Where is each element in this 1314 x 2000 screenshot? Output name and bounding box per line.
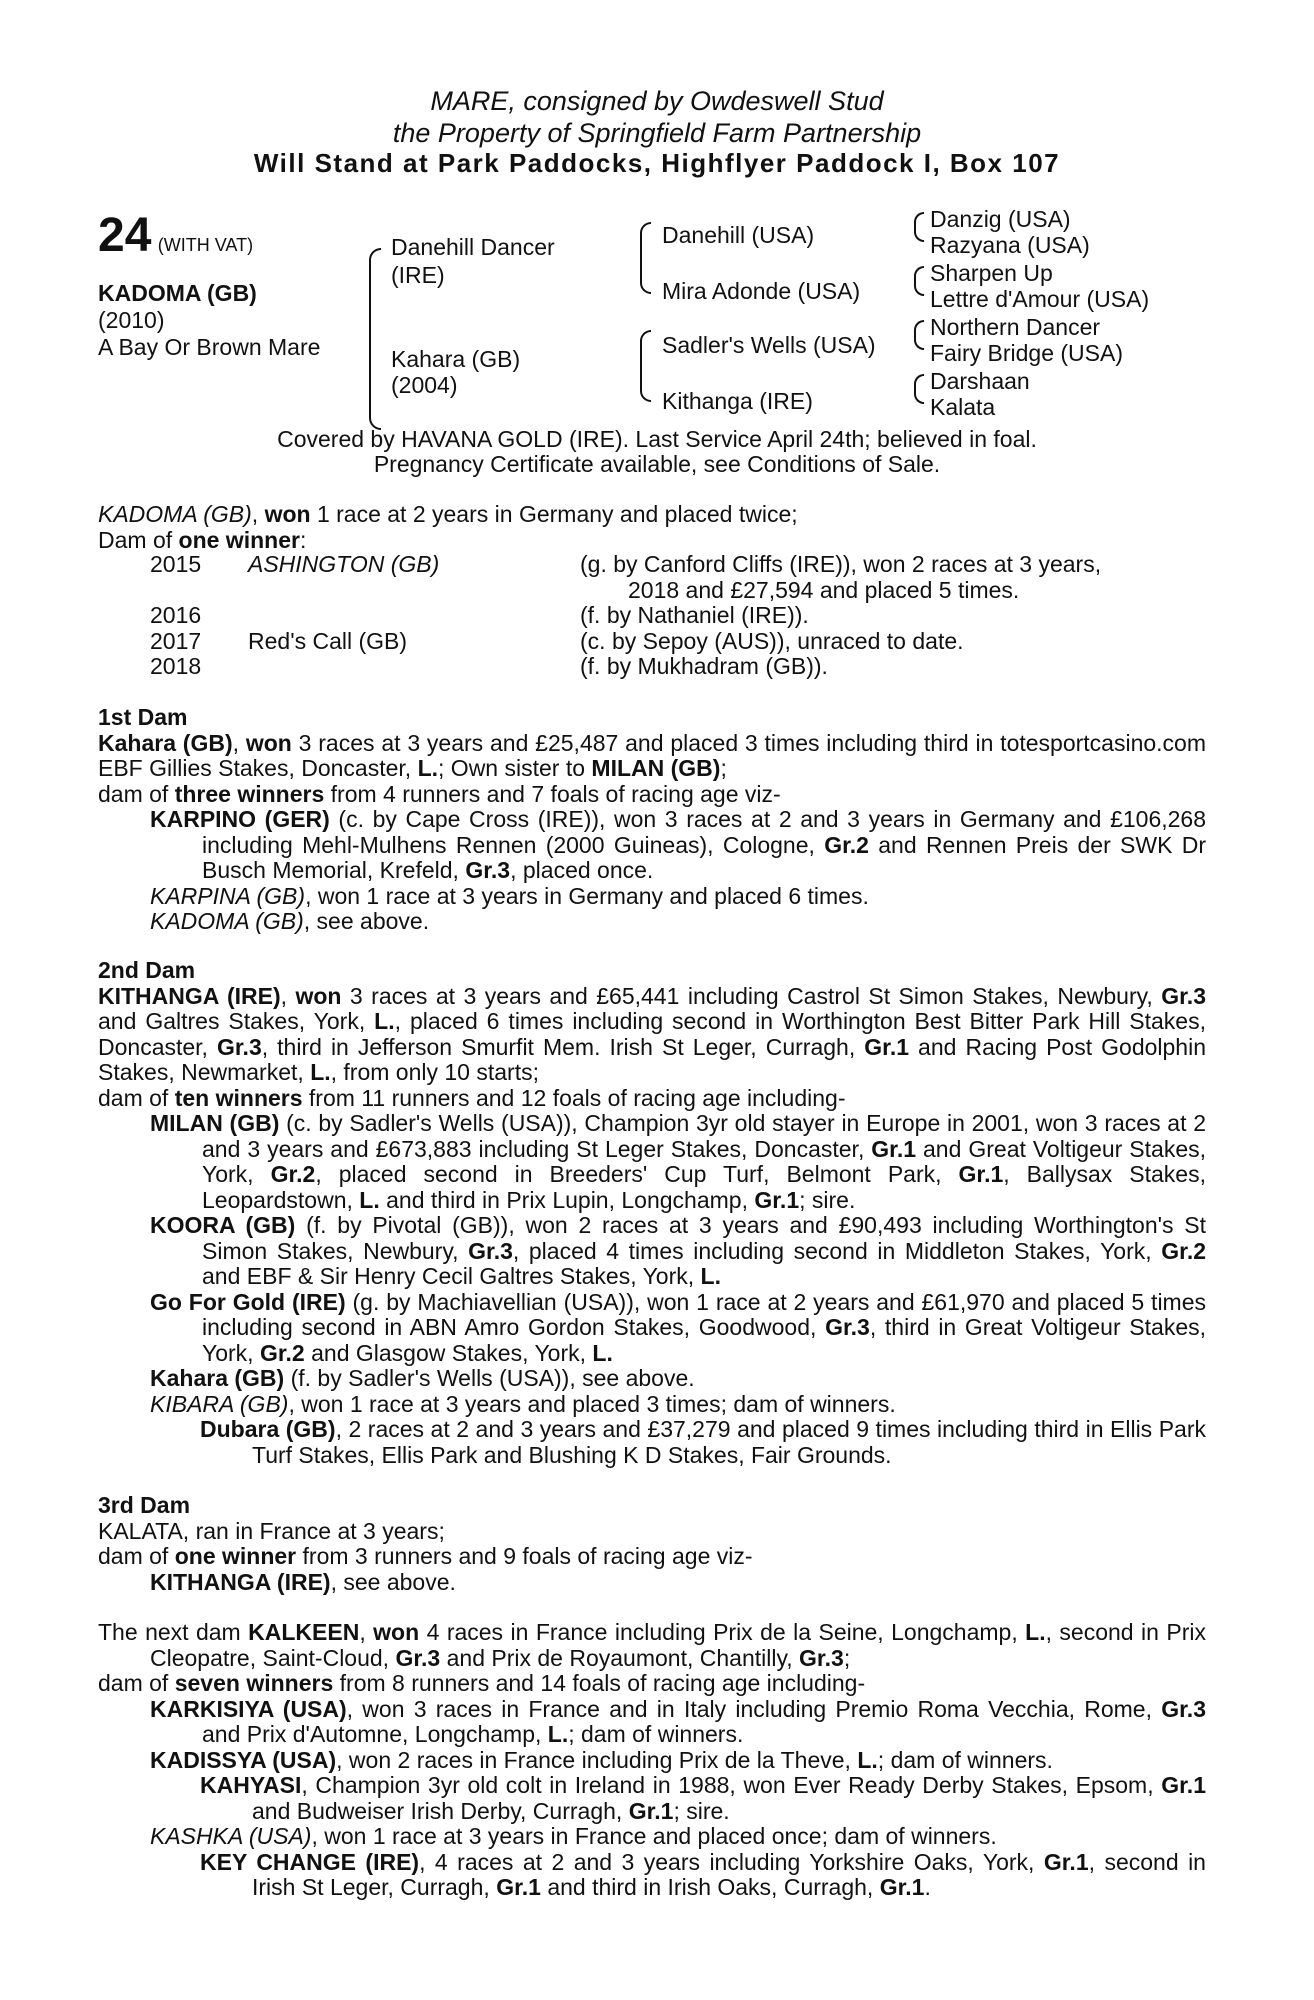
text: ; sire. [799, 1186, 856, 1213]
text: Gr.2 [824, 831, 869, 858]
produce-details: 2018 and £27,594 and placed 5 times. [628, 576, 1020, 603]
pedigree-bracket [914, 388, 924, 404]
next-dam-section [98, 1620, 1206, 1901]
text: Gr.2 [270, 1161, 316, 1187]
text: : [299, 526, 307, 553]
produce-name: ASHINGTON (GB) [248, 551, 440, 577]
text: seven winners [174, 1670, 334, 1696]
text: , third in Jefferson Smurfit Mem. Irish St Leger, Curragh, [261, 1033, 865, 1060]
text: and third in Prix Lupin, Longchamp, [379, 1186, 755, 1213]
text: , 2 races at 2 and 3 years and £37,279 and placed 9 times including third in Ellis Park Turf Stakes, Ellis Park and Blushing K D Stakes, Fair Grounds. [252, 1416, 1206, 1468]
text: MILAN (GB) [591, 755, 721, 781]
text: ; [720, 755, 727, 781]
pedigree-dam: Kahara (GB) [391, 346, 521, 372]
pedigree-dam-year: (2004) [391, 372, 458, 398]
lot-number-row [98, 208, 253, 263]
text: KADISSYA (USA) [150, 1746, 337, 1773]
produce-year: 2018 [150, 653, 202, 679]
text: Gr.1 [496, 1874, 541, 1900]
text: KASHKA (USA) [150, 1823, 312, 1849]
text: , won 2 races in France including Prix de la Theve, [336, 1746, 858, 1773]
text: and Great Voltigeur Stakes, York, [202, 1135, 1207, 1187]
text: won [295, 982, 342, 1009]
third-dam-section [98, 1493, 1206, 1595]
text: and Rennen Preis der SWK Dr Busch Memorial, Krefeld, [202, 831, 1206, 883]
text: and Budweiser Irish Derby, Curragh, [252, 1797, 629, 1824]
text: Gr.2 [1161, 1237, 1207, 1264]
produce-details: (f. by Nathaniel (IRE)). [580, 602, 809, 628]
text: L. [547, 1721, 569, 1747]
text: , won 1 race at 3 years and placed 3 times; dam of winners. [288, 1390, 896, 1417]
text: Gr.3 [825, 1314, 870, 1340]
text: Gr.1 [754, 1186, 800, 1213]
text: L. [700, 1263, 721, 1289]
text: , placed once. [510, 857, 654, 883]
pedigree-sss: Danzig (USA) [930, 206, 1071, 232]
text: The next dam [98, 1619, 249, 1645]
pedigree-dss: Northern Dancer [930, 314, 1101, 340]
text: Gr.3 [468, 1237, 513, 1264]
text: KARPINA (GB) [150, 882, 306, 909]
pregnancy-line: Pregnancy Certificate available, see Conditions of Sale. [373, 451, 941, 477]
stand-location-line: Will Stand at Park Paddocks, Highflyer Paddock I, Box 107 [253, 148, 1061, 178]
text: Gr.3 [1161, 982, 1206, 1009]
pedigree-bracket [369, 248, 381, 344]
pedigree-bracket [640, 362, 651, 402]
vat-label: (WITH VAT) [157, 235, 254, 255]
text: and Galtres Stakes, York, [98, 1008, 375, 1034]
text: KARPINO (GER) [150, 806, 330, 832]
pedigree-ssd: Razyana (USA) [930, 232, 1090, 258]
text: from 8 runners and 14 foals of racing age including- [333, 1670, 866, 1696]
pedigree-bracket [369, 342, 381, 430]
text: and Racing Post Godolphin Stakes, Newmarket, [98, 1033, 1206, 1085]
text: , see above. [303, 908, 430, 934]
text: Gr.1 [864, 1033, 910, 1060]
pedigree-sire-country: (IRE) [391, 262, 445, 288]
text: , Ballysax Stakes, Leopardstown, [202, 1161, 1206, 1213]
text: dam of [98, 780, 175, 807]
pedigree-bracket [914, 226, 924, 242]
produce-row [98, 629, 1208, 655]
text: dam of [98, 1084, 175, 1111]
text: , 4 races at 2 and 3 years including Yorkshire Oaks, York, [419, 1848, 1044, 1875]
horse-name: KADOMA (GB) [98, 280, 257, 306]
won-label: won [264, 501, 311, 527]
text: , see above. [330, 1568, 456, 1595]
produce-year: 2016 [150, 602, 202, 628]
text: ten winners [174, 1084, 303, 1111]
text: , from only 10 starts; [330, 1059, 539, 1085]
text: ; [843, 1644, 851, 1671]
text: ; sire. [673, 1797, 730, 1824]
produce-details: (g. by Canford Cliffs (IRE)), won 2 races at 3 years, [580, 551, 1102, 577]
pedigree-dam-sire: Sadler's Wells (USA) [662, 332, 876, 358]
text: KITHANGA (IRE) [98, 982, 281, 1009]
pedigree-sire-sire: Danehill (USA) [662, 222, 815, 248]
text: , placed 4 times including second in Middleton Stakes, York, [512, 1237, 1162, 1264]
text: and Prix d'Automne, Longchamp, [202, 1721, 548, 1747]
text: 3 races at 3 years and £25,487 and placed 3 times including third in totesportcasino.com EBF Gillies Stakes, Doncaster, [98, 729, 1206, 781]
pedigree-sire-dam: Mira Adonde (USA) [662, 278, 861, 304]
text: Gr.1 [1043, 1848, 1089, 1875]
text: (c. by Sadler's Wells (USA)), Champion 3yr old stayer in Europe in 2001, won 3 races at 2 and 3 years and £673,883 including St Leger Stakes, Doncaster, [202, 1110, 1206, 1162]
text: KADOMA (GB) [150, 908, 304, 934]
text: and EBF & Sir Henry Cecil Galtres Stakes, York, [202, 1263, 701, 1289]
race-record: 1 race at 2 years in Germany and placed twice; [310, 501, 798, 527]
text: L. [374, 1008, 395, 1034]
text: and Prix de Royaumont, Chantilly, [440, 1644, 800, 1671]
pedigree-bracket [640, 330, 651, 364]
second-dam-section [98, 958, 1206, 1468]
text: , won 1 race at 3 years in Germany and placed 6 times. [305, 882, 869, 909]
text: Kahara (GB) [98, 729, 233, 756]
text: Dubara (GB) [200, 1416, 336, 1442]
produce-table [98, 552, 1208, 680]
text: , [280, 982, 296, 1009]
produce-details: (c. by Sepoy (AUS)), unraced to date. [580, 627, 964, 654]
text: Gr.3 [395, 1644, 441, 1671]
produce-year: 2015 [150, 551, 202, 577]
pedigree-sdd: Lettre d'Amour (USA) [930, 286, 1150, 312]
produce-row [98, 552, 1208, 578]
text: (g. by Machiavellian (USA)), won 1 race at 2 years and £61,970 and placed 5 times including second in ABN Amro Gordon Stakes, Goodwood, [202, 1288, 1207, 1340]
text: KALATA, ran in France at 3 years; [98, 1517, 445, 1544]
property-line: the Property of Springfield Farm Partnership [392, 118, 922, 148]
text: Gr.3 [1161, 1695, 1206, 1722]
text: , won 3 races in France and in Italy including Premio Roma Vecchia, Rome, [346, 1695, 1162, 1722]
text: and third in Irish Oaks, Curragh, [540, 1874, 880, 1900]
text: 4 races in France including Prix de la Seine, Longchamp, [419, 1619, 1026, 1645]
first-dam-section [98, 705, 1206, 935]
text: three winners [174, 780, 325, 807]
produce-name: Red's Call (GB) [248, 627, 408, 654]
text: KITHANGA (IRE) [150, 1568, 331, 1595]
produce-row [98, 654, 1208, 680]
produce-row [98, 578, 1208, 604]
text: won [245, 729, 292, 756]
text: KEY CHANGE (IRE) [200, 1848, 420, 1875]
text: , [232, 729, 246, 756]
text: , Champion 3yr old colt in Ireland in 1988, won Ever Ready Derby Stakes, Epsom, [301, 1772, 1162, 1798]
text: , third in Great Voltigeur Stakes, York, [202, 1314, 1206, 1366]
text: Gr.2 [259, 1339, 305, 1366]
pedigree-bracket [914, 334, 924, 350]
produce-details: (f. by Mukhadram (GB)). [580, 653, 828, 679]
pedigree-bracket [640, 252, 651, 294]
text: KIBARA (GB) [150, 1390, 289, 1417]
text: , second in Prix Cleopatre, Saint-Cloud, [150, 1619, 1206, 1671]
text: , placed second in Breeders' Cup Turf, Belmont Park, [315, 1161, 959, 1187]
text: L. [417, 755, 439, 781]
text: KARKISIYA (USA) [150, 1695, 347, 1722]
lot-number: 24 [98, 209, 152, 262]
text: from 3 runners and 9 foals of racing age viz- [296, 1543, 753, 1569]
text: , placed 6 times including second in Worthington Best Bitter Park Hill Stakes, Doncaster, [98, 1008, 1206, 1060]
text: won [373, 1619, 420, 1645]
text: (f. by Pivotal (GB)), won 2 races at 3 years and £90,493 including Worthington's St Simon Stakes, Newbury, [202, 1212, 1207, 1264]
text: , second in Irish St Leger, Curragh, [252, 1848, 1206, 1900]
text: . [924, 1874, 931, 1900]
text: Gr.3 [216, 1033, 262, 1060]
text: Dam of [98, 526, 179, 553]
section-heading: 1st Dam [98, 704, 188, 730]
text: ; Own sister to [438, 755, 592, 781]
text: (f. by Sadler's Wells (USA)), see above. [284, 1365, 695, 1391]
text: Gr.1 [628, 1797, 674, 1824]
covered-line: Covered by HAVANA GOLD (IRE). Last Service April 24th; believed in foal. [277, 426, 1037, 452]
consignor-line: MARE, consigned by Owdeswell Stud [430, 86, 884, 116]
text: KALKEEN [248, 1619, 360, 1645]
text: one winner [178, 526, 300, 553]
text: Gr.1 [879, 1874, 925, 1900]
text: L. [1025, 1619, 1046, 1645]
pedigree-sire: Danehill Dancer [391, 234, 555, 260]
section-heading: 3rd Dam [98, 1492, 191, 1518]
text: L. [359, 1186, 380, 1213]
pedigree-bracket [640, 222, 651, 254]
horse-year: (2010) [98, 307, 165, 333]
text: L. [310, 1059, 331, 1085]
text: Gr.3 [465, 857, 511, 883]
pedigree-dds: Darshaan [930, 368, 1030, 394]
produce-row [98, 603, 1208, 629]
pedigree-block [0, 200, 1314, 440]
text: , won 1 race at 3 years in France and placed once; dam of winners. [311, 1823, 997, 1849]
text: one winner [174, 1543, 297, 1569]
text: , [359, 1619, 374, 1645]
pedigree-dam-dam: Kithanga (IRE) [662, 388, 813, 414]
pedigree-bracket [914, 280, 924, 296]
horse-description: A Bay Or Brown Mare [98, 334, 321, 360]
text: MILAN (GB) [150, 1110, 280, 1136]
text: L. [592, 1339, 613, 1366]
mare-name: KADOMA (GB) [98, 501, 252, 527]
text: Gr.1 [871, 1135, 917, 1162]
text: 3 races at 3 years and £65,441 including Castrol St Simon Stakes, Newbury, [341, 982, 1162, 1009]
text: Gr.3 [799, 1644, 844, 1671]
text: from 11 runners and 12 foals of racing age including- [302, 1084, 846, 1111]
section-heading: 2nd Dam [98, 957, 196, 983]
text: ; dam of winners. [877, 1746, 1053, 1773]
text: dam of [98, 1670, 175, 1696]
text: Gr.1 [1161, 1772, 1206, 1798]
text: KAHYASI [200, 1772, 302, 1798]
text: (c. by Cape Cross (IRE)), won 3 races at 2 and 3 years in Germany and £106,268 including Mehl-Mulhens Rennen (2000 Guineas), Cologne, [202, 806, 1206, 858]
text: Go For Gold (IRE) [150, 1288, 346, 1315]
text: and Glasgow Stakes, York, [304, 1339, 593, 1366]
produce-year: 2017 [150, 627, 202, 654]
pedigree-ddd: Kalata [930, 394, 996, 420]
text: ; dam of winners. [568, 1721, 744, 1747]
text: Kahara (GB) [150, 1365, 285, 1391]
text: dam of [98, 1543, 175, 1569]
produce-intro: KADOMA (GB), won 1 race at 2 years in Germany and placed twice; Dam of one winner: [98, 501, 798, 553]
pedigree-dsd: Fairy Bridge (USA) [930, 340, 1123, 366]
text: KOORA (GB) [150, 1212, 296, 1238]
text: Gr.1 [958, 1161, 1004, 1187]
text: L. [857, 1746, 878, 1773]
pedigree-sds: Sharpen Up [930, 260, 1053, 286]
text: from 4 runners and 7 foals of racing age viz- [324, 780, 781, 807]
